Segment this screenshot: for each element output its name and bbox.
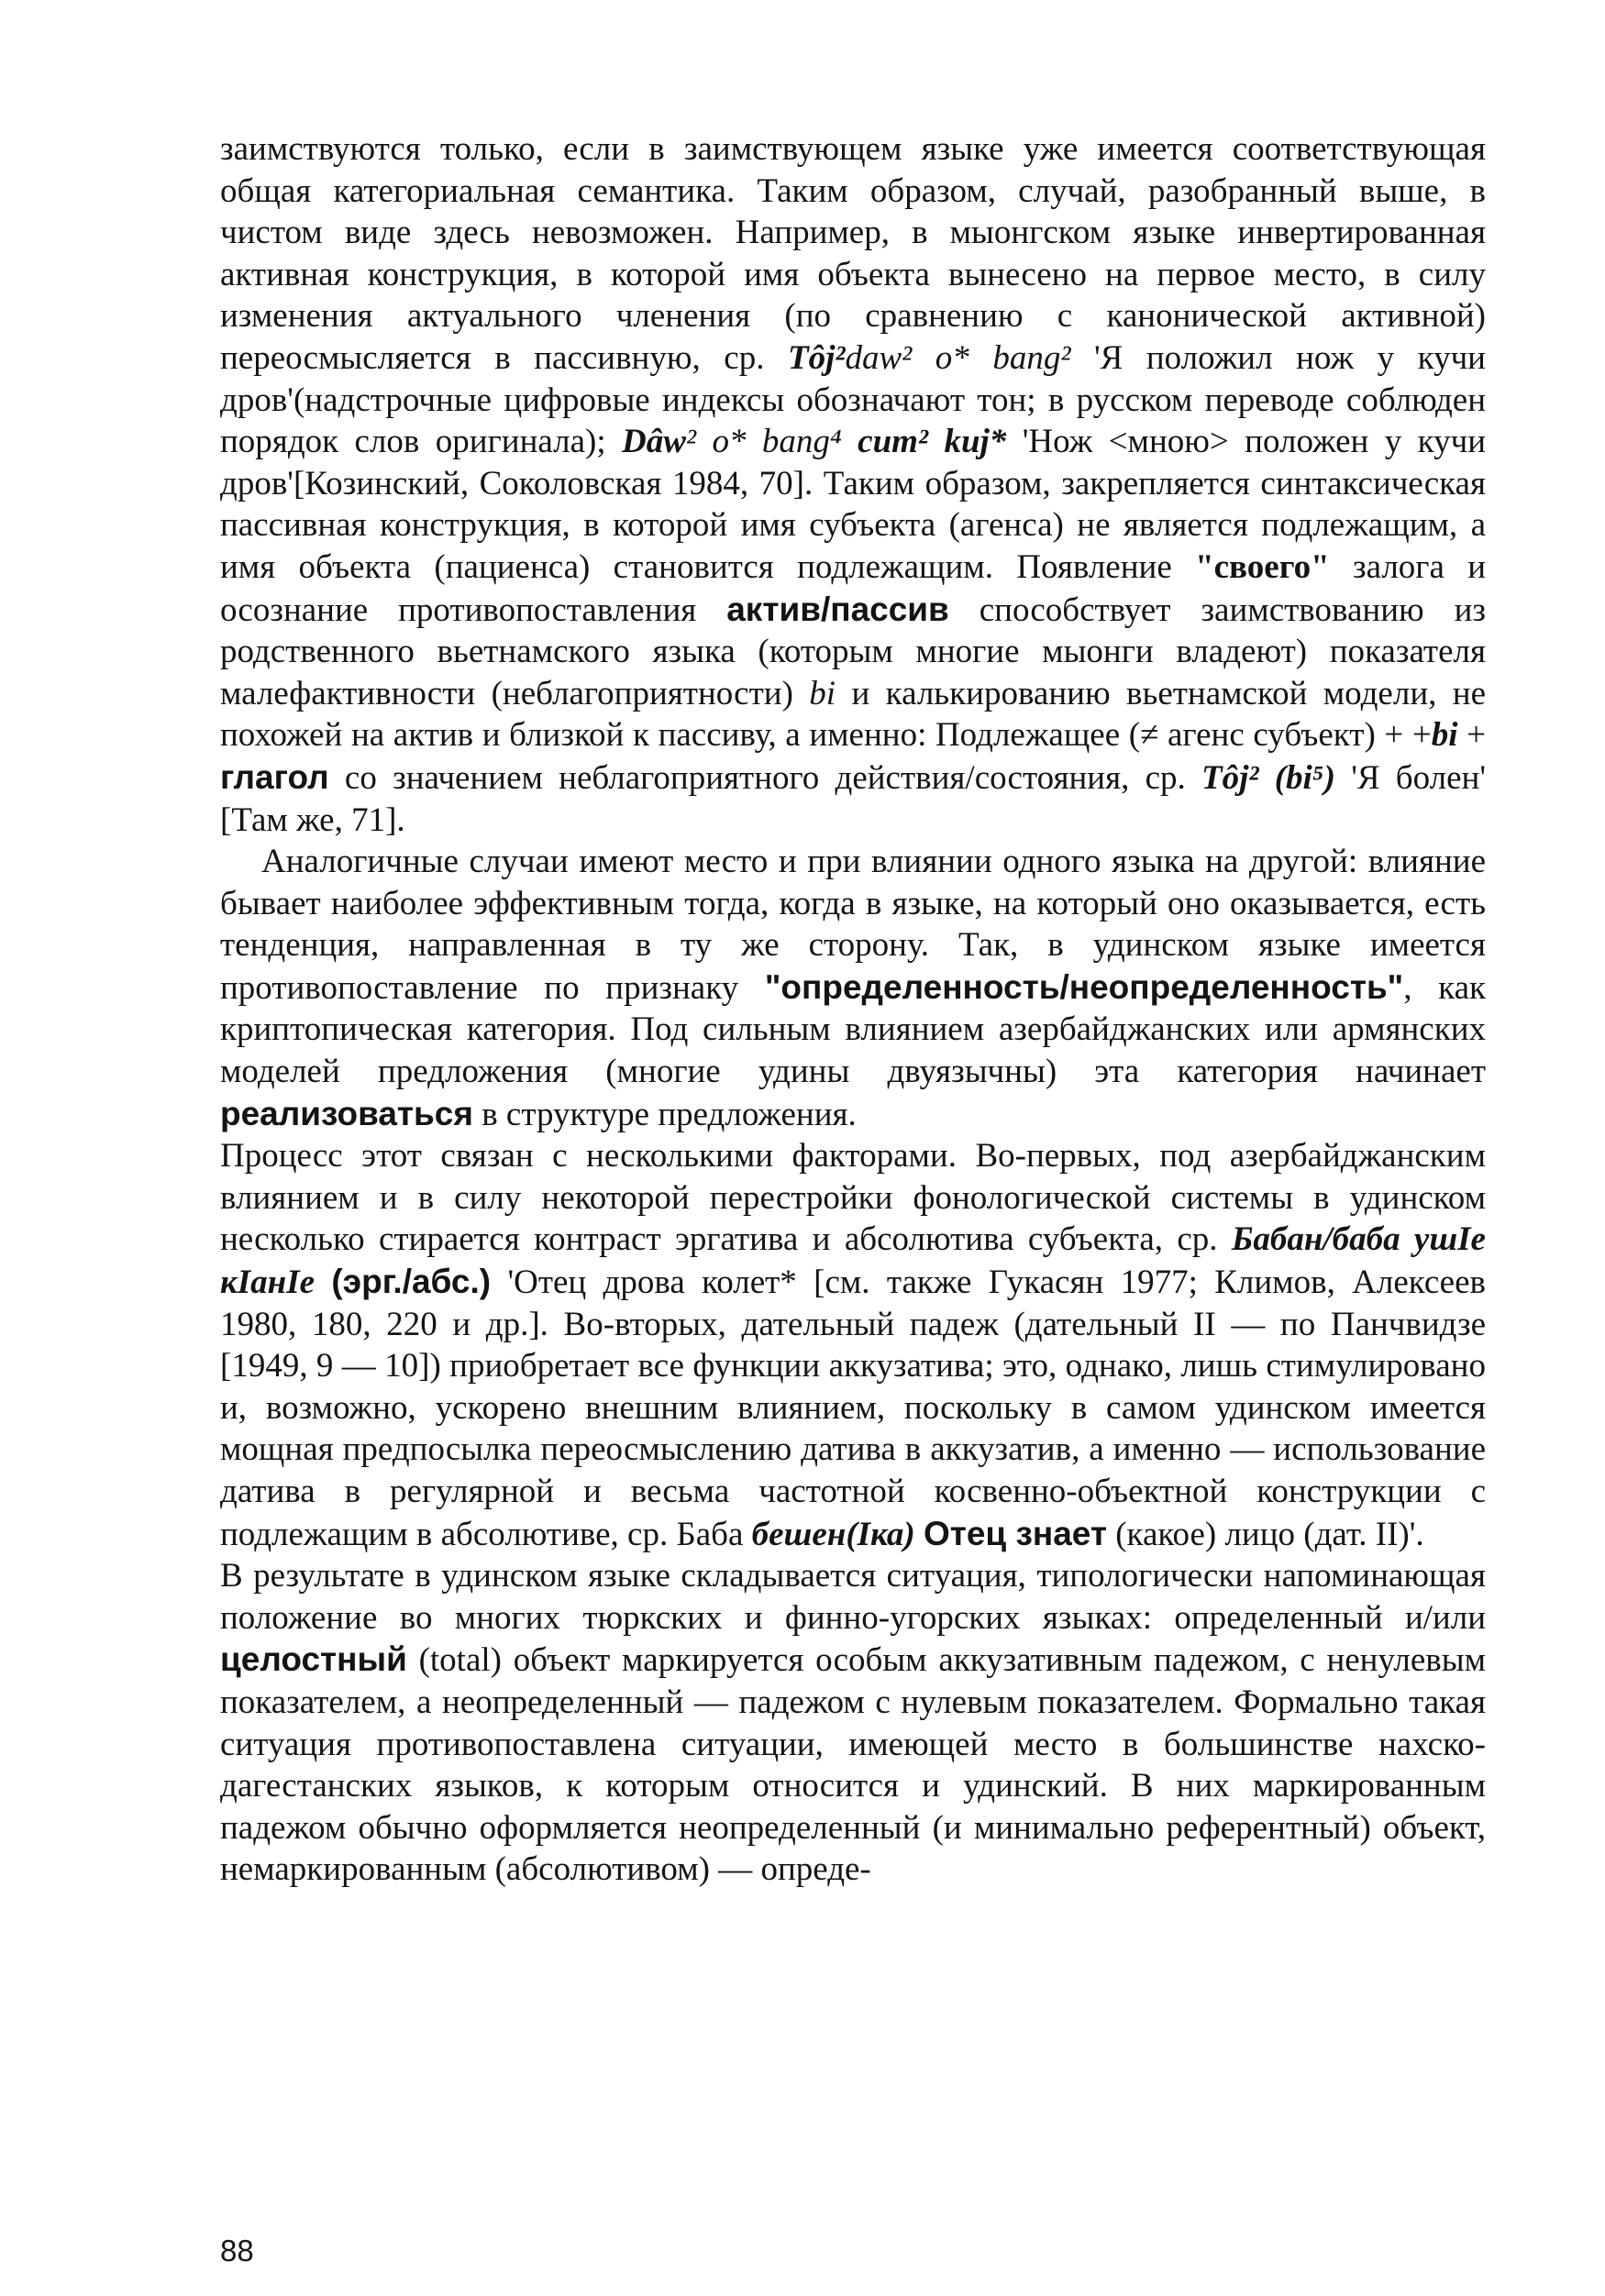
- body-text: залога и осознание противопоставления: [220, 547, 1486, 629]
- emphasis-text: "своего": [1195, 547, 1330, 586]
- body-text: 'Я болен' [Там же, 71].: [220, 758, 1486, 839]
- emphasis-text: cum² kuj*: [858, 423, 1007, 461]
- body-text: [743, 1516, 751, 1553]
- emphasis-text: целостный: [220, 1640, 407, 1679]
- body-text: [842, 423, 858, 460]
- body-text: (total) объект маркируется особым аккузативным падежом, с ненулевым показателем, а неопределенный — падежом с нулевым показателем. Формально такая ситуация противопоставлена ситуации, имеющей место в большинстве нахско-дагестанских языков, к которым относится и удинский. В них маркированным падежом обычно оформляется неопределенный (и минимально референтный) объект, немаркированным (абсолютивом) — опреде-: [220, 1641, 1486, 1889]
- body-text: [915, 1516, 924, 1553]
- emphasis-text: актив/пассив: [726, 590, 949, 628]
- emphasis-text: ²: [835, 338, 846, 377]
- paragraph-2: [220, 841, 1486, 1135]
- emphasis-text: глагол: [220, 757, 329, 796]
- body-text: заимствуются только, если в заимствующем языке уже имеется соответствующая общая категориальная семантика. Таким образом, случай, разобранный выше, в чистом виде здесь невозможен. Например, в мыонгском языке инвертированная активная конструкция, в которой имя объекта вынесено на первое место, в силу изменения актуального членения (по сравнению с канонической активной) переосмысляется в пассивную, ср.: [220, 130, 1486, 377]
- body-text: в структуре предложения.: [472, 1095, 857, 1133]
- body-text: 'Я положил нож у кучи дров'(надстрочные цифровые индексы обозначают тон; в русском переводе соблюден порядок слов оригинала);: [220, 338, 1486, 461]
- emphasis-text: Отец знает: [923, 1514, 1107, 1552]
- emphasis-text: Tôj² (bi⁵): [1201, 758, 1335, 797]
- body-text: Процесс этот связан с несколькими факторами. Во-первых, под азербайджанским влиянием и в силу некоторой перестройки фонологической системы в удинском несколько стирается контраст эргатива и абсолютива субъекта, ср.: [220, 1137, 1486, 1259]
- emphasis-text: реализоваться: [220, 1094, 473, 1132]
- page-body: [220, 128, 1486, 1891]
- body-text: 'Отец дрова колет* [см. также Гукасян 1977; Климов, Алексеев 1980, 180, 220 и др.]. Во-вторых, дательный падеж (дательный II — по Панчвидзе [1949, 9 — 10]) приобретает все функции аккузатива; это, однако, лишь стимулировано и, возможно, ускорено внешним влиянием, поскольку в самом удинском имеется мощная предпосылка переосмыслению датива в аккузатив, а именно — использование датива в регулярной и весьма частотной косвенно-объектной конструкции с подлежащим в абсолютиве, ср.: [220, 1264, 1487, 1553]
- paragraph-3: [220, 1135, 1486, 1555]
- emphasis-text: Tôj: [788, 338, 836, 377]
- body-text: Аналогичные случаи имеют место и при влиянии одного языка на другой: влияние бывает наиболее эффективным тогда, когда в языке, на который оно оказывается, есть тенденция, направленная в ту же сторону. Так, в удинском языке имеется противопоставление по признаку: [220, 843, 1486, 1007]
- body-text: В результате в удинском языке складывается ситуация, типологически напоминающая положение во многих тюркских и финно-угорских языках: определенный и/или: [220, 1557, 1486, 1637]
- emphasis-text: Dâw: [622, 423, 686, 461]
- emphasis-text: бешен(Iка): [751, 1515, 915, 1553]
- emphasis-text: ² o* bang⁴: [685, 423, 842, 461]
- emphasis-text: bi: [1431, 716, 1458, 755]
- body-text: способствует заимствованию из родственного вьетнамского языка (которым многие мыонги владеют) показателя малефактивности (неблагоприятности): [220, 591, 1486, 712]
- body-text: со значением неблагоприятного действия/состояния, ср.: [328, 758, 1201, 797]
- emphasis-text: bi: [809, 674, 836, 712]
- body-text: Баба: [676, 1515, 744, 1553]
- body-text: +: [1457, 716, 1486, 755]
- page-number: 88: [220, 2234, 254, 2268]
- body-text: (какое) лицо (дат. II)'.: [1106, 1515, 1424, 1553]
- emphasis-text: Бабан/баба ушIе кIанIе: [220, 1220, 1486, 1302]
- paragraph-4: [220, 1555, 1486, 1891]
- emphasis-text: daw² o* bang²: [845, 338, 1071, 377]
- body-text: [315, 1264, 331, 1301]
- emphasis-text: "определенность/неопределенность": [764, 967, 1404, 1006]
- body-text: , как криптопическая категория. Под сильным влиянием азербайджанских или армянских моделей предложения (многие удины двуязычны) эта категория начинает: [220, 968, 1486, 1091]
- body-text: и калькированию вьетнамской модели, не похожей на актив и близкой к пассиву, а именно: Подлежащее (≠ агенс субъект) + +: [220, 674, 1486, 755]
- paragraph-1: [220, 128, 1486, 841]
- emphasis-text: (эрг./абс.): [331, 1263, 492, 1301]
- body-text: 'Нож <мною> положен у кучи дров'[Козинский, Соколовская 1984, 70]. Таким образом, закрепляется синтаксическая пассивная конструкция, в которой имя субъекта (агенса) не является подлежащим, а имя объекта (пациенса) становится подлежащим. Появление: [220, 423, 1487, 586]
